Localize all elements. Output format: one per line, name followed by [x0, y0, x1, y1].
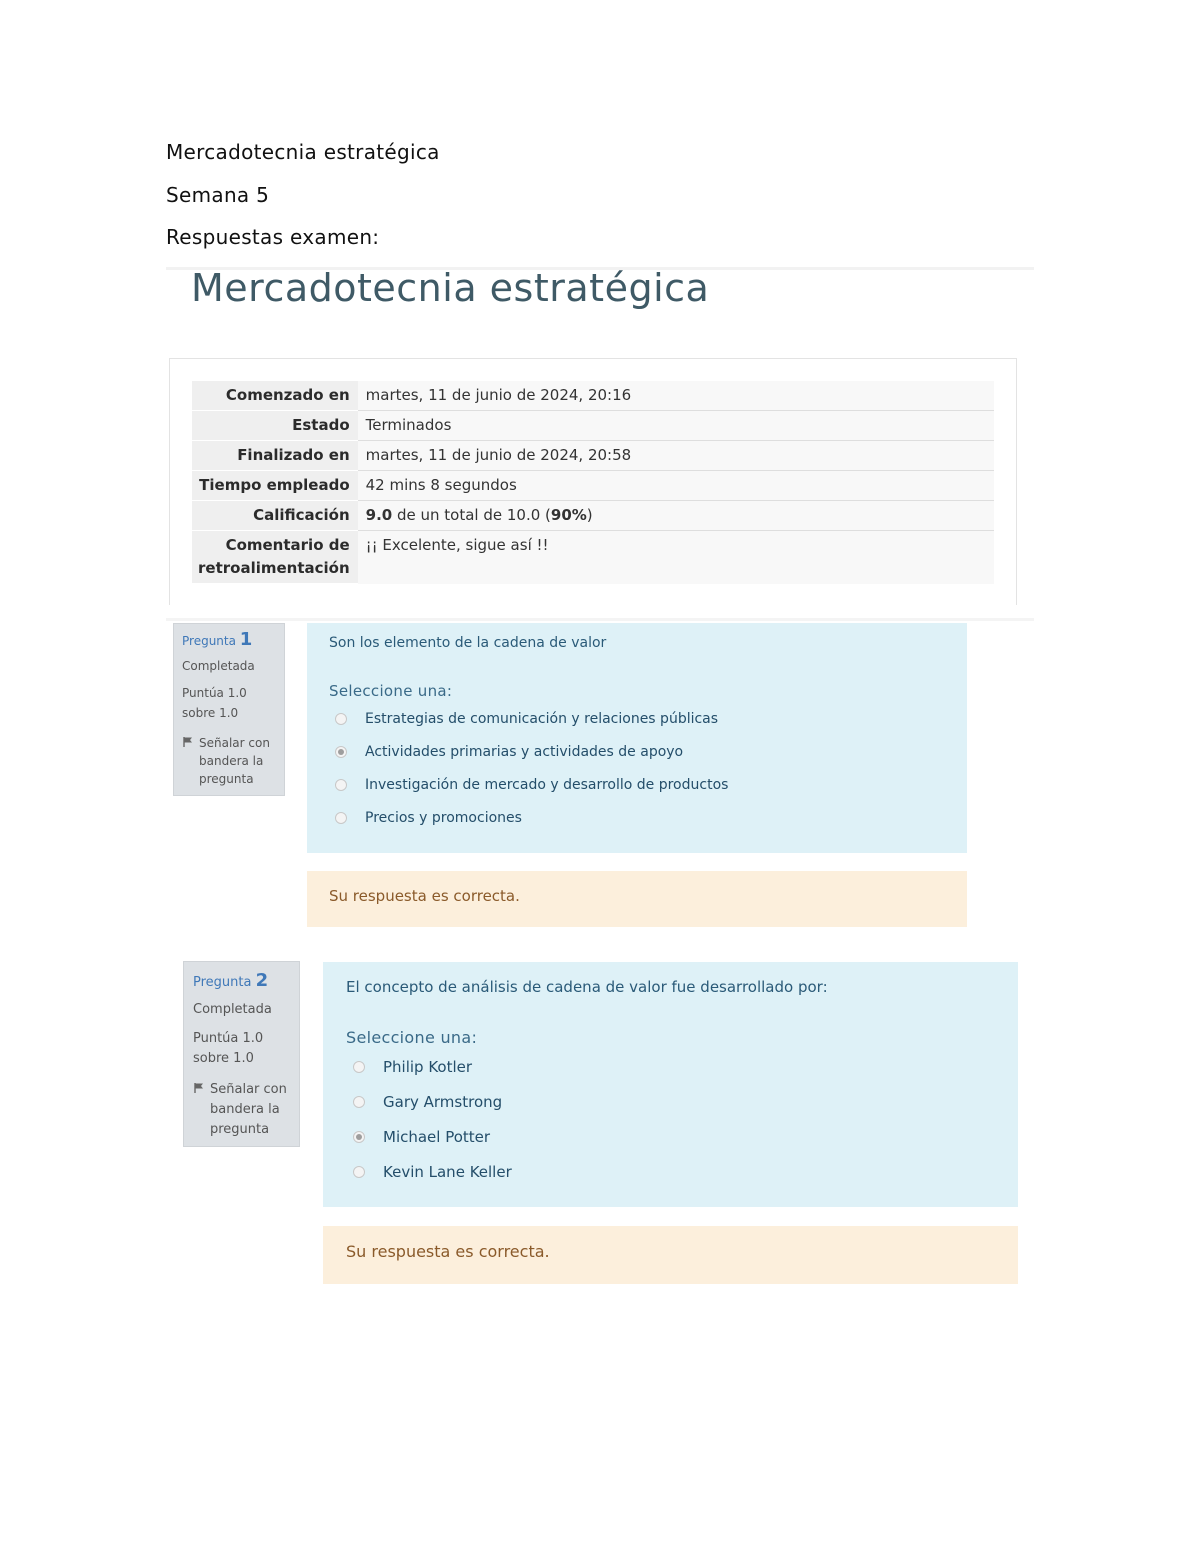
answer-option-label: Philip Kotler [383, 1058, 473, 1076]
question-info-1 [173, 623, 285, 796]
question-label: Pregunta [182, 634, 236, 648]
summary-label: Comenzado en [192, 381, 358, 411]
question-grade-line2: sobre 1.0 [193, 1051, 254, 1066]
answer-option-label: Estrategias de comunicación y relaciones públicas [365, 711, 719, 727]
summary-value: ¡¡ Excelente, sigue así !! [358, 531, 994, 584]
question-info-2 [183, 961, 300, 1147]
summary-value [358, 501, 994, 531]
summary-value: 42 mins 8 segundos [358, 471, 994, 501]
doc-week: Semana 5 [166, 183, 270, 207]
flag-question-link[interactable] [182, 734, 280, 788]
doc-title: Mercadotecnia estratégica [166, 140, 440, 164]
radio-button[interactable] [335, 812, 347, 824]
flag-icon [182, 736, 194, 748]
feedback-text: Su respuesta es correcta. [346, 1242, 550, 1261]
summary-label: Estado [192, 411, 358, 441]
answer-option-label: Kevin Lane Keller [383, 1163, 512, 1181]
summary-label: Tiempo empleado [192, 471, 358, 501]
answer-option[interactable] [335, 711, 718, 727]
answer-option[interactable] [353, 1163, 512, 1181]
question-prompt: El concepto de análisis de cadena de valor fue desarrollado por: [346, 978, 828, 996]
radio-button[interactable] [353, 1061, 365, 1073]
radio-button[interactable] [335, 713, 347, 725]
flag-question-text: Señalar con bandera la pregunta [199, 736, 270, 786]
select-one-label: Seleccione una: [346, 1028, 478, 1047]
doc-subtitle: Respuestas examen: [166, 225, 380, 249]
grade-total: de un total de 10.0 ( [392, 506, 551, 524]
question-grade-line1: Puntúa 1.0 [193, 1031, 264, 1046]
answer-option-selected[interactable] [353, 1128, 490, 1146]
summary-label: Comentario de retroalimentación [192, 531, 358, 584]
question-number-value: 2 [255, 970, 269, 991]
select-one-label: Seleccione una: [329, 682, 453, 700]
question-feedback-1 [307, 871, 967, 927]
feedback-text: Su respuesta es correcta. [329, 887, 520, 905]
flag-question-link[interactable] [193, 1080, 295, 1140]
attempt-summary [169, 358, 1017, 605]
question-content-1 [307, 623, 967, 853]
summary-row-finished [192, 441, 994, 471]
question-prompt: Son los elemento de la cadena de valor [329, 635, 607, 651]
answer-option[interactable] [353, 1058, 472, 1076]
summary-row-state [192, 411, 994, 441]
radio-button-selected[interactable] [353, 1131, 365, 1143]
summary-row-feedback [192, 531, 994, 584]
answer-option[interactable] [335, 810, 522, 826]
summary-row-started [192, 381, 994, 411]
radio-button[interactable] [335, 779, 347, 791]
question-feedback-2 [323, 1226, 1018, 1284]
summary-divider [166, 618, 1034, 621]
question-number-value: 1 [239, 629, 253, 650]
radio-button-selected[interactable] [335, 746, 347, 758]
attempt-summary-table [192, 381, 994, 584]
grade-percent: 90% [550, 506, 587, 524]
summary-value: martes, 11 de junio de 2024, 20:16 [358, 381, 994, 411]
question-number [193, 970, 268, 991]
answer-option-label: Actividades primarias y actividades de apoyo [365, 744, 684, 760]
summary-value: martes, 11 de junio de 2024, 20:58 [358, 441, 994, 471]
question-state: Completada [193, 1002, 272, 1017]
flag-question-text: Señalar con bandera la pregunta [210, 1082, 287, 1137]
summary-value: Terminados [358, 411, 994, 441]
answer-option-label: Michael Potter [383, 1128, 491, 1146]
answer-option-label: Gary Armstrong [383, 1093, 503, 1111]
radio-button[interactable] [353, 1096, 365, 1108]
question-number [182, 629, 252, 650]
question-grade-line1: Puntúa 1.0 [182, 686, 247, 700]
radio-button[interactable] [353, 1166, 365, 1178]
question-label: Pregunta [193, 975, 252, 990]
question-state: Completada [182, 659, 255, 673]
page-title: Mercadotecnia estratégica [191, 266, 710, 310]
grade-end: ) [586, 506, 593, 524]
flag-icon [193, 1082, 205, 1094]
summary-row-grade [192, 501, 994, 531]
answer-option-label: Precios y promociones [365, 810, 522, 826]
summary-label: Finalizado en [192, 441, 358, 471]
grade-score: 9.0 [365, 506, 393, 524]
summary-label: Calificación [192, 501, 358, 531]
summary-row-time [192, 471, 994, 501]
question-content-2 [323, 962, 1018, 1207]
answer-option-label: Investigación de mercado y desarrollo de productos [365, 777, 729, 793]
question-grade-line2: sobre 1.0 [182, 706, 239, 720]
answer-option[interactable] [353, 1093, 502, 1111]
answer-option[interactable] [335, 777, 728, 793]
answer-option-selected[interactable] [335, 744, 683, 760]
